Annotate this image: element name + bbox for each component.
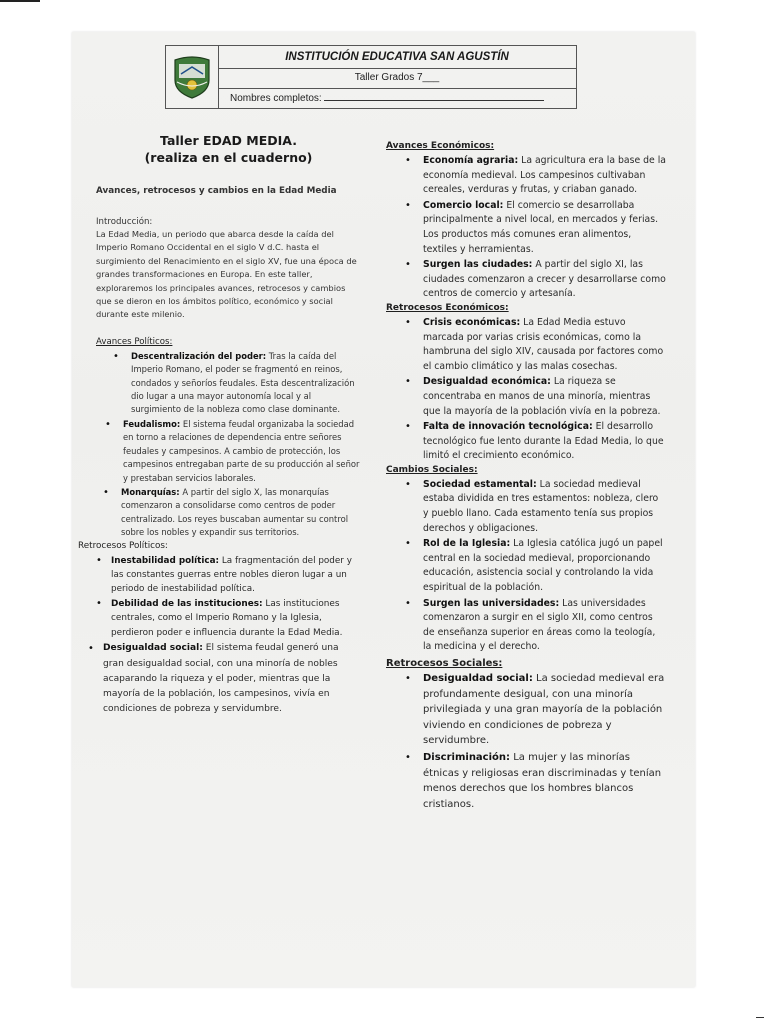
section-heading-retrocesos-economicos: Retrocesos Económicos:	[386, 302, 509, 313]
names-field	[230, 90, 556, 108]
left-column	[78, 132, 361, 717]
section-heading-cambios-sociales: Cambios Sociales:	[386, 464, 478, 475]
list-item: • Comercio local: El comercio se desarrollaba principalmente a nivel local, en mercados y ferias. Los productos más comunes eran alimentos, textiles y herramientas.	[423, 199, 666, 257]
school-shield-logo-icon	[171, 54, 213, 100]
document-instruction: (realiza en el cuaderno)	[144, 150, 313, 165]
right-column	[386, 140, 666, 812]
intro-paragraph: La Edad Media, un periodo que abarca desde la caída del Imperio Romano Occidental en el siglo V d.C. hasta el surgimiento del Renacimiento en el siglo XV, fue una época de grandes transformaciones en Europa. En este taller, exploraremos los principales avances, retrocesos y cambios que se dieron en los ámbitos político, económico y social durante este milenio.	[96, 229, 357, 320]
list-item: • Crisis económicas: La Edad Media estuvo marcada por varias crisis económicas, como la hambruna del siglo XIV, causada por factores como el cambio climático y las malas cosechas.	[423, 316, 666, 374]
institution-name: INSTITUCIÓN EDUCATIVA SAN AGUSTÍN	[218, 46, 576, 69]
list-item: • Economía agraria: La agricultura era la base de la economía medieval. Los campesinos cultivaban cereales, verduras y frutas, y criaban ganado.	[423, 154, 666, 198]
avances-politicos-list	[96, 350, 361, 540]
list-item: • Monarquías: A partir del siglo X, las monarquías comenzaron a consolidarse como centros de poder centralizado. Los reyes buscaban aumentar su control sobre los nobles y expandir sus territorios.	[121, 486, 361, 540]
list-item: • Surgen las ciudades: A partir del siglo XI, las ciudades comenzaron a crecer y desarrollarse como centros de comercio y artesanía.	[423, 258, 666, 302]
list-item: • Discriminación: La mujer y las minorías étnicas y religiosas eran discriminadas y tenían menos derechos que los hombres blancos cristianos.	[423, 750, 666, 812]
logo-cell	[166, 46, 219, 108]
scan-edge-mark	[756, 1017, 764, 1018]
grade-field: Taller Grados 7___	[218, 68, 576, 89]
list-item: • Desigualdad económica: La riqueza se concentraba en manos de una minoría, mientras que la mayoría de la población vivía en la pobreza.	[423, 375, 666, 419]
avances-economicos-list	[386, 154, 666, 302]
topic-heading: Avances, retrocesos y cambios en la Edad Media	[96, 186, 337, 196]
list-item: • Surgen las universidades: Las universidades comenzaron a surgir en el siglo XII, como centros de enseñanza superior en áreas como la teología, la medicina y el derecho.	[423, 597, 666, 655]
list-item: • Debilidad de las instituciones: Las instituciones centrales, como el Imperio Romano y la Iglesia, perdieron poder e influencia durante la Edad Media.	[111, 597, 361, 641]
retrocesos-sociales-list	[386, 671, 666, 812]
list-item: • Rol de la Iglesia: La Iglesia católica jugó un papel central en la sociedad medieval, proporcionando educación, asistencia social y controlando la vida espiritual de la población.	[423, 537, 666, 595]
names-blank-line	[324, 90, 544, 101]
section-heading-retrocesos-politicos: Retrocesos Políticos:	[78, 540, 168, 551]
list-item: • Sociedad estamental: La sociedad medieval estaba dividida en tres estamentos: nobleza, clero y pueblo llano. Cada estamento tenía sus propios derechos y obligaciones.	[423, 478, 666, 536]
intro-heading: Introducción:	[96, 217, 153, 227]
list-item: • Descentralización del poder: Tras la caída del Imperio Romano, el poder se fragmentó en reinos, condados y señoríos feudales. Esta descentralización dio lugar a una mayor autonomía local y al surgimiento de la nobleza como clase dominante.	[131, 350, 361, 417]
cambios-sociales-list	[386, 478, 666, 655]
list-item: • Desigualdad social: La sociedad medieval era profundamente desigual, con una minoría privilegiada y una gran mayoría de la población viviendo en condiciones de pobreza y servidumbre.	[423, 671, 666, 749]
section-heading-retrocesos-sociales: Retrocesos Sociales:	[386, 658, 503, 669]
section-heading-avances-politicos: Avances Políticos:	[96, 336, 173, 347]
section-heading-avances-economicos: Avances Económicos:	[386, 141, 495, 151]
document-title: Taller EDAD MEDIA.	[160, 133, 297, 148]
list-item: • Desigualdad social: El sistema feudal generó una gran desigualdad social, con una minoría de nobles acaparando la riqueza y el poder, mientras que la mayoría de la población, los campesinos, vivía en condiciones de pobreza y servidumbre.	[103, 641, 361, 717]
retrocesos-economicos-list	[386, 316, 666, 464]
list-item: • Feudalismo: El sistema feudal organizaba la sociedad en torno a relaciones de dependencia entre señores feudales y campesinos. A cambio de protección, los campesinos entregaban parte de su producción al señor y prestaban servicios laborales.	[123, 418, 361, 485]
scan-edge-mark	[0, 0, 40, 2]
list-item: • Falta de innovación tecnológica: El desarrollo tecnológico fue lento durante la Edad Media, lo que limitó el crecimiento económico.	[423, 420, 666, 464]
names-label: Nombres completos:	[230, 93, 322, 104]
retrocesos-politicos-list	[86, 554, 361, 718]
list-item: • Inestabilidad política: La fragmentación del poder y las constantes guerras entre nobles dieron lugar a un periodo de inestabilidad política.	[111, 554, 361, 596]
school-header	[165, 45, 577, 109]
